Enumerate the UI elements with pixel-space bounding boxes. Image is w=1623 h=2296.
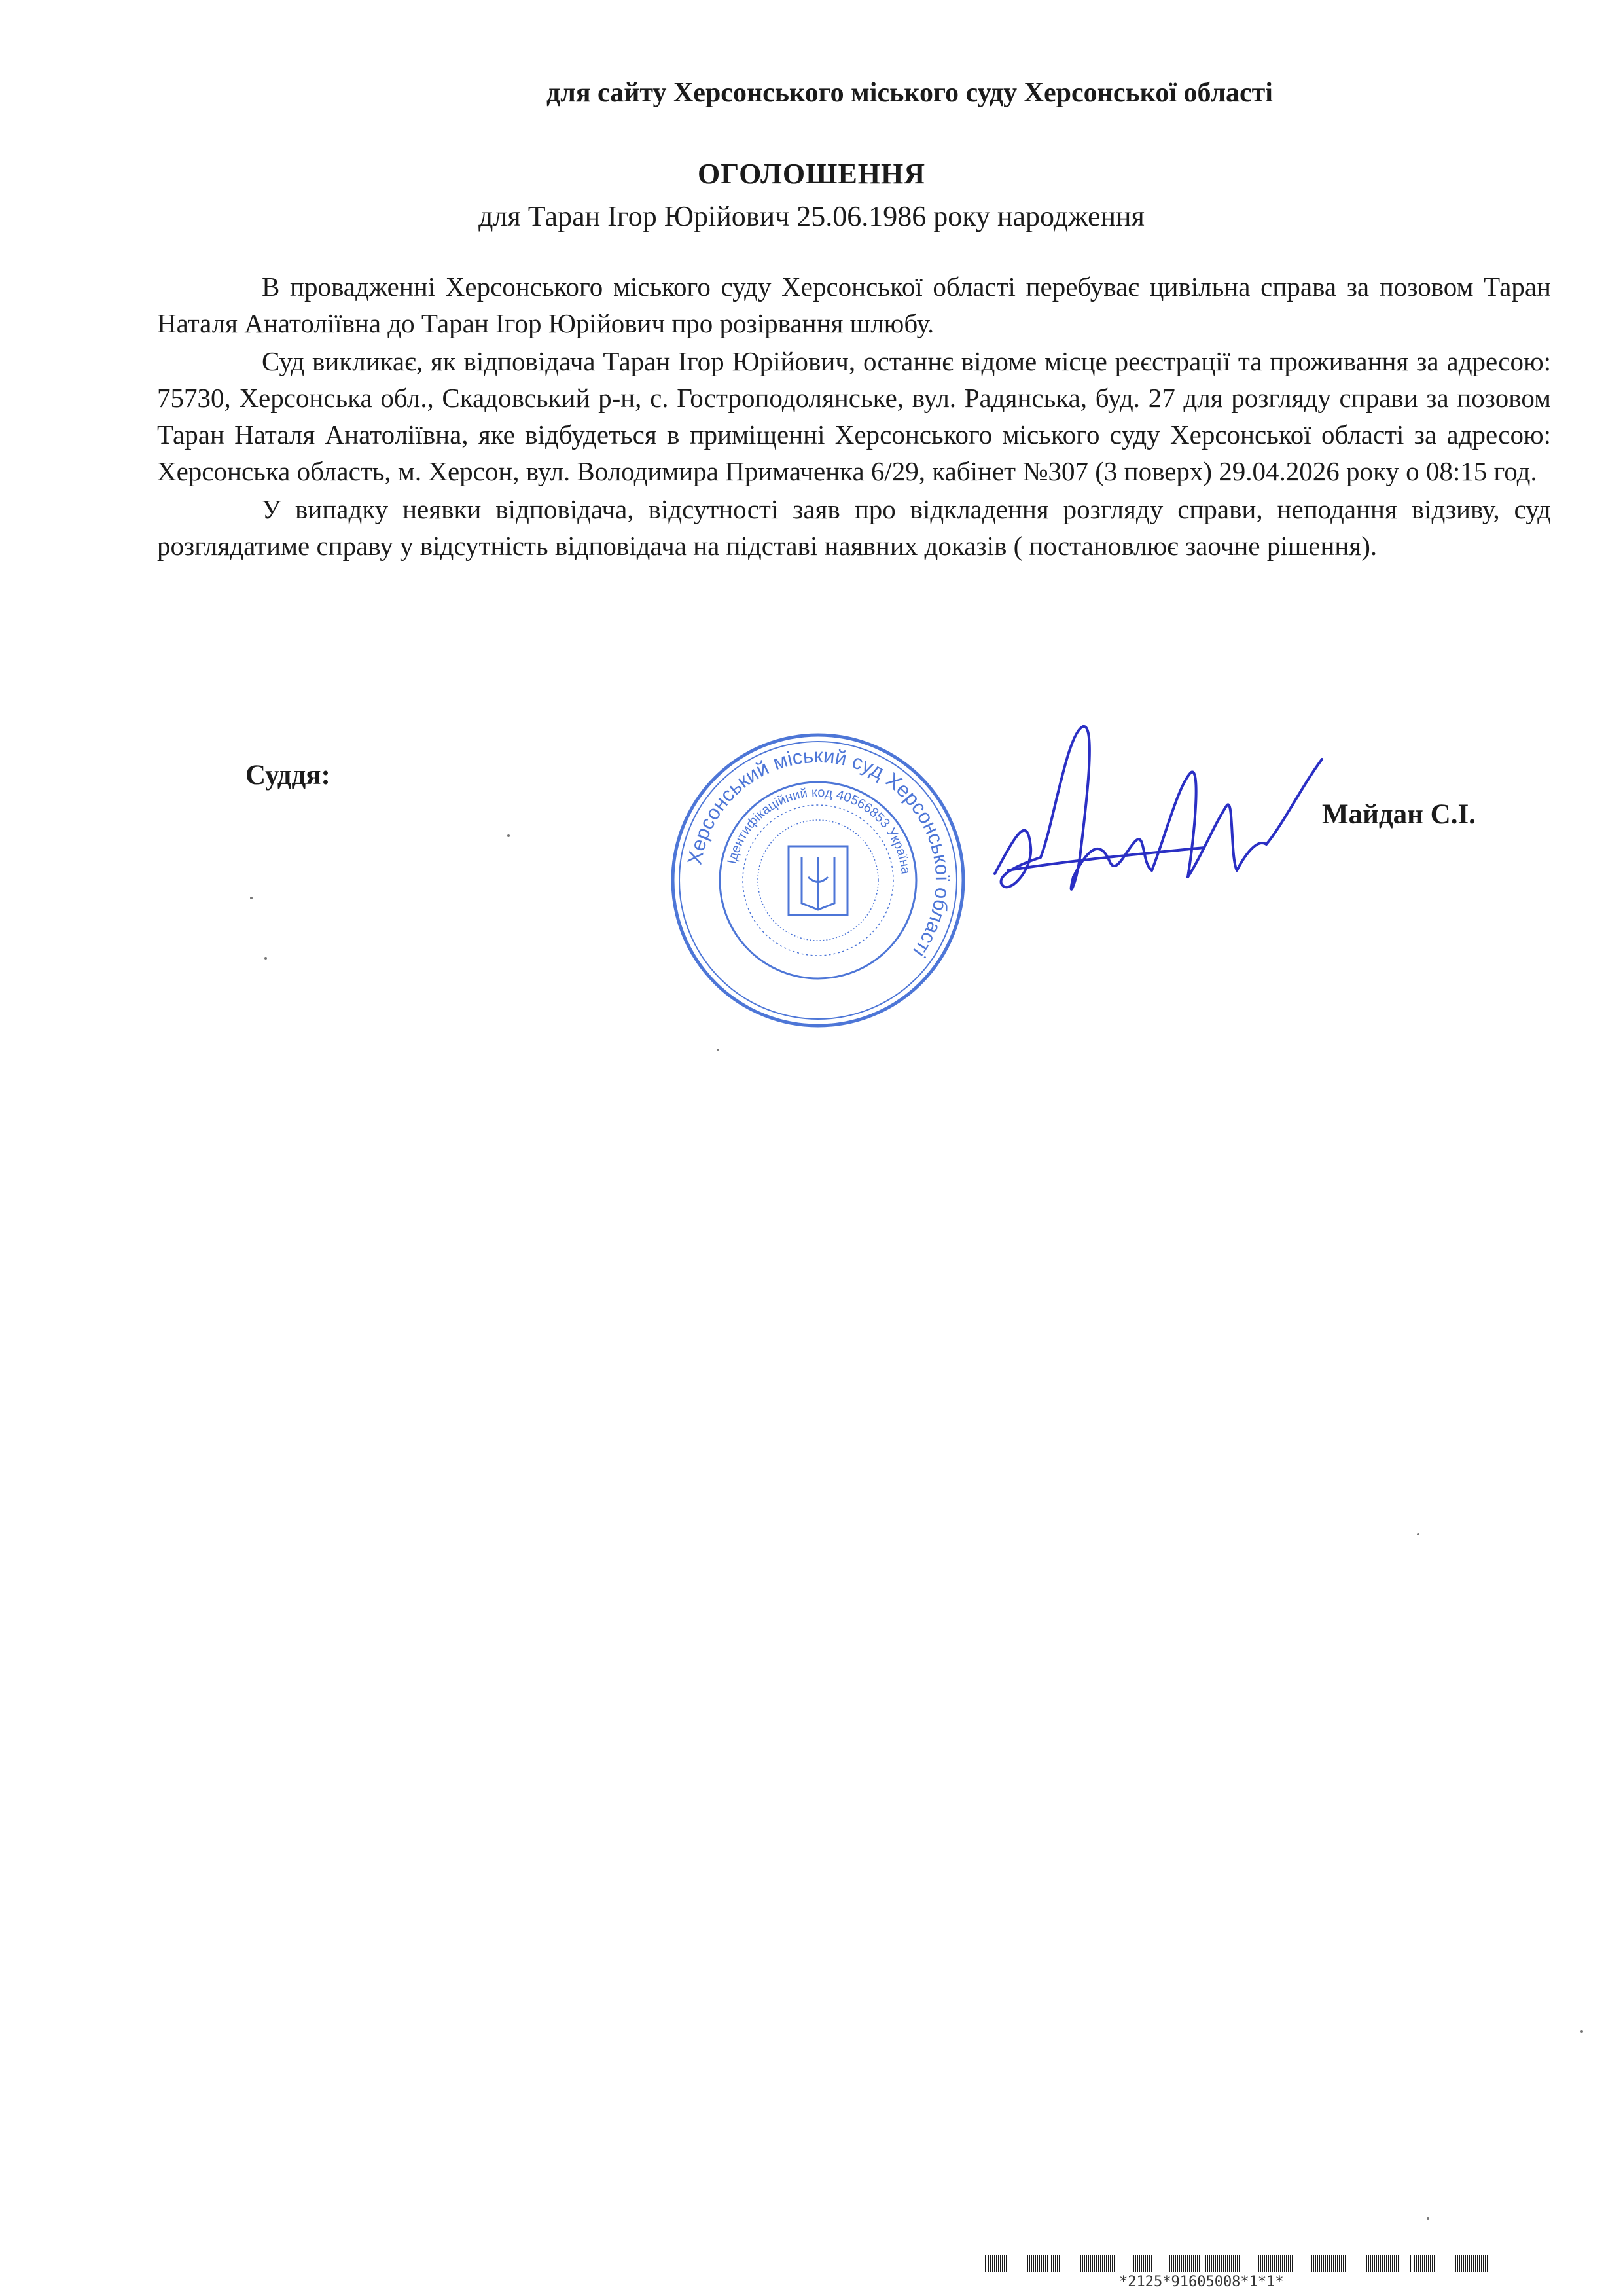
barcode-bar [1475, 2255, 1476, 2272]
announcement-body [157, 268, 1551, 565]
barcode-bar [1333, 2255, 1334, 2272]
barcode-bar [1195, 2255, 1196, 2272]
barcode-bar [1394, 2255, 1395, 2272]
barcode-bar [1035, 2255, 1036, 2272]
barcode-bar [1088, 2255, 1089, 2272]
barcode-bar [1086, 2255, 1087, 2272]
barcode-bar [1396, 2255, 1397, 2272]
barcode-bar [1084, 2255, 1085, 2272]
barcode-bar [1422, 2255, 1423, 2272]
barcode-bar [1368, 2255, 1369, 2272]
barcode-bar [1031, 2255, 1032, 2272]
barcode-bar [996, 2255, 997, 2272]
barcode-bar [1467, 2255, 1468, 2272]
barcode-bar [1335, 2255, 1336, 2272]
court-seal-stamp [668, 730, 969, 1031]
barcode-bar [1341, 2255, 1342, 2272]
barcode-bar [1169, 2255, 1170, 2272]
barcode-bar [1376, 2255, 1377, 2272]
barcode-bar [1473, 2255, 1474, 2272]
barcode-bar [1143, 2255, 1144, 2272]
svg-text:Ідентифікаційний код 40566853: Ідентифікаційний код 40566853 Україна [724, 785, 913, 875]
barcode-bar [1231, 2255, 1232, 2272]
barcode-bar [1043, 2255, 1044, 2272]
scan-speck [1580, 2030, 1583, 2033]
barcode-bar [1171, 2255, 1172, 2272]
barcode-bar [1386, 2255, 1387, 2272]
barcode-bar [1465, 2255, 1466, 2272]
barcode-bar [1027, 2255, 1028, 2272]
barcode-bar [990, 2255, 991, 2272]
barcode-bar [1029, 2255, 1030, 2272]
barcode-bar [1268, 2255, 1269, 2272]
barcode-bar [1055, 2255, 1056, 2272]
barcode-bar [1321, 2255, 1322, 2272]
barcode-bar [1382, 2255, 1383, 2272]
barcode-bar [1151, 2255, 1152, 2272]
barcode-bar [1033, 2255, 1034, 2272]
barcode-bar [1211, 2255, 1212, 2272]
scan-speck [1417, 1533, 1419, 1535]
barcode-bar [1282, 2255, 1283, 2272]
barcode-bar [1181, 2255, 1182, 2272]
barcode-bar [1284, 2255, 1285, 2272]
barcode-bar [1219, 2255, 1220, 2272]
paragraph-absence: У випадку неявки відповідача, відсутності заяв про відкладення розгляду справи, неподання відзиву, суд розглядатиме справу у відсутність відповідача на підставі наявних доказів ( постановлює заочне рішення). [157, 494, 1551, 561]
barcode-bar [1345, 2255, 1346, 2272]
barcode-bar [1139, 2255, 1140, 2272]
barcode-bar [1096, 2255, 1097, 2272]
barcode-bar [1237, 2255, 1238, 2272]
barcode-bar [1215, 2255, 1216, 2272]
barcode-bar [1239, 2255, 1240, 2272]
barcode-bar [1485, 2255, 1486, 2272]
barcode-bar [1175, 2255, 1176, 2272]
barcode-bar [1469, 2255, 1470, 2272]
barcode-bar [1133, 2255, 1134, 2272]
barcode-bar [1384, 2255, 1385, 2272]
barcode-bar [1104, 2255, 1105, 2272]
barcode-bar [1185, 2255, 1186, 2272]
barcode-bar [1179, 2255, 1180, 2272]
barcode-bar [1479, 2255, 1480, 2272]
barcode-bar [1487, 2255, 1488, 2272]
document-barcode [985, 2255, 1495, 2272]
scan-speck [264, 957, 267, 960]
barcode-bar [1392, 2255, 1393, 2272]
paragraph-case: В провадженні Херсонського міського суду Херсонської області перебуває цивільна справа за позовом Таран Наталя Анатоліївна до Таран Ігор Юрійович про розірвання шлюбу. [157, 272, 1551, 338]
barcode-bar [1183, 2255, 1184, 2272]
barcode-bar [1098, 2255, 1099, 2272]
barcode-bar [1145, 2255, 1146, 2272]
judge-signature [969, 707, 1335, 923]
barcode-bar [1177, 2255, 1178, 2272]
barcode-bar [1430, 2255, 1431, 2272]
document-header: для сайту Херсонського міського суду Херсонської області [546, 78, 1273, 108]
barcode-bar [1410, 2255, 1411, 2272]
barcode-bar [1108, 2255, 1109, 2272]
barcode-bar [1002, 2255, 1003, 2272]
barcode-bar [1331, 2255, 1332, 2272]
barcode-bar [1311, 2255, 1312, 2272]
barcode-bar [1223, 2255, 1224, 2272]
barcode-bar [1274, 2255, 1275, 2272]
barcode-bar [1006, 2255, 1007, 2272]
barcode-bar [1262, 2255, 1263, 2272]
barcode-bar [1149, 2255, 1150, 2272]
barcode-bar [1053, 2255, 1054, 2272]
barcode-bar [1370, 2255, 1371, 2272]
scan-speck [717, 1049, 719, 1051]
barcode-bar [1189, 2255, 1190, 2272]
barcode-bar [1135, 2255, 1136, 2272]
barcode-bar [1477, 2255, 1478, 2272]
barcode-bar [1457, 2255, 1458, 2272]
barcode-bar [1471, 2255, 1472, 2272]
barcode-bar [1317, 2255, 1318, 2272]
barcode-bar [1388, 2255, 1389, 2272]
barcode-bar [1319, 2255, 1320, 2272]
barcode-bar [1213, 2255, 1214, 2272]
barcode-bar [1459, 2255, 1460, 2272]
barcode-bar [1205, 2255, 1206, 2272]
document-title: ОГОЛОШЕННЯ [697, 158, 926, 190]
barcode-bar [1233, 2255, 1234, 2272]
barcode-bar [1380, 2255, 1381, 2272]
barcode-bar [1197, 2255, 1198, 2272]
barcode-bar [1094, 2255, 1095, 2272]
barcode-bar [1414, 2255, 1415, 2272]
barcode-bar [1463, 2255, 1464, 2272]
barcode-bar [1325, 2255, 1326, 2272]
barcode-bar [994, 2255, 995, 2272]
barcode-bar [1313, 2255, 1314, 2272]
scan-speck [250, 897, 253, 899]
barcode-bar [1266, 2255, 1267, 2272]
barcode-bar [1039, 2255, 1040, 2272]
barcode-bar [1339, 2255, 1340, 2272]
barcode-bar [1420, 2255, 1421, 2272]
barcode-bar [1047, 2255, 1048, 2272]
barcode-bar [1288, 2255, 1289, 2272]
barcode-bar [1209, 2255, 1210, 2272]
barcode-bar [1372, 2255, 1373, 2272]
judge-name: Майдан С.І. [1322, 799, 1476, 830]
barcode-bar [1290, 2255, 1291, 2272]
paragraph-summons: Суд викликає, як відповідача Таран Ігор Юрійович, останнє відоме місце реєстрації та проживання за адресою: 75730, Херсонська обл., Скадовський р-н, с. Гостроподолянське, вул. Радянська, буд. 27 для розгляду справи за позовом Таран Наталя Анатоліївна, яке відбудеться в приміщенні Херсонського міського суду Херсонської області за адресою: Херсонська область, м. Херсон, вул. Володимира Примаченка 6/29, кабінет №307 (3 поверх) 29.04.2026 року о 08:15 год. [157, 346, 1551, 486]
barcode-bar [1235, 2255, 1236, 2272]
barcode-bar [1041, 2255, 1042, 2272]
barcode-bar [1112, 2255, 1113, 2272]
barcode-bar [1147, 2255, 1148, 2272]
barcode-bar [1207, 2255, 1208, 2272]
barcode-bar [1225, 2255, 1226, 2272]
barcode-bar [1106, 2255, 1107, 2272]
barcode-bar [1327, 2255, 1328, 2272]
barcode-bar [1057, 2255, 1058, 2272]
barcode-bar [1199, 2255, 1200, 2272]
barcode-bar [1102, 2255, 1103, 2272]
barcode-bar [1315, 2255, 1316, 2272]
barcode-bar [1227, 2255, 1228, 2272]
barcode-bar [1434, 2255, 1435, 2272]
barcode-bar [1193, 2255, 1194, 2272]
barcode-bar [1483, 2255, 1484, 2272]
barcode-bar [1461, 2255, 1462, 2272]
barcode-bar [1217, 2255, 1218, 2272]
barcode-bar [1059, 2255, 1060, 2272]
barcode-bar [1323, 2255, 1324, 2272]
barcode-bar [1264, 2255, 1265, 2272]
barcode-bar [1292, 2255, 1293, 2272]
barcode-bar [1100, 2255, 1101, 2272]
barcode-bar [1080, 2255, 1081, 2272]
svg-text:Херсонський міський суд Херсон: Херсонський міський суд Херсонської області [683, 744, 955, 962]
barcode-bar [1455, 2255, 1456, 2272]
barcode-bar [1229, 2255, 1230, 2272]
barcode-bar [1424, 2255, 1425, 2272]
barcode-bar [1090, 2255, 1091, 2272]
barcode-bar [1000, 2255, 1001, 2272]
barcode-bar [1374, 2255, 1375, 2272]
barcode-bar [1173, 2255, 1174, 2272]
barcode-bar [1286, 2255, 1287, 2272]
barcode-bar [1051, 2255, 1052, 2272]
barcode-bar [1221, 2255, 1222, 2272]
barcode-bar [1137, 2255, 1138, 2272]
barcode-bar [988, 2255, 989, 2272]
barcode-bar [1110, 2255, 1111, 2272]
document-subtitle: для Таран Ігор Юрійович 25.06.1986 року народження [478, 200, 1145, 232]
barcode-bar [1398, 2255, 1399, 2272]
barcode-bar [1258, 2255, 1259, 2272]
judge-label: Суддя: [245, 760, 330, 791]
barcode-bar [1270, 2255, 1271, 2272]
barcode-bar [1337, 2255, 1338, 2272]
barcode-bar [1004, 2255, 1005, 2272]
barcode-bar [1045, 2255, 1046, 2272]
barcode-bar [1278, 2255, 1279, 2272]
barcode-bar [1114, 2255, 1115, 2272]
barcode-bar [1329, 2255, 1330, 2272]
barcode-bar [1432, 2255, 1433, 2272]
barcode-bar [1141, 2255, 1142, 2272]
barcode-bar [1260, 2255, 1261, 2272]
barcode-bar [1378, 2255, 1379, 2272]
barcode-bar [1082, 2255, 1083, 2272]
barcode-number: *2125*91605008*1*1* [1119, 2274, 1284, 2290]
barcode-bar [998, 2255, 999, 2272]
barcode-bar [1191, 2255, 1192, 2272]
scan-speck [507, 834, 510, 837]
barcode-bar [1092, 2255, 1093, 2272]
barcode-bar [1390, 2255, 1391, 2272]
barcode-bar [992, 2255, 993, 2272]
barcode-bar [1481, 2255, 1482, 2272]
scan-speck [1427, 2217, 1429, 2220]
barcode-bar [1037, 2255, 1038, 2272]
barcode-bar [1426, 2255, 1427, 2272]
barcode-bar [1416, 2255, 1417, 2272]
barcode-bar [985, 2255, 986, 2272]
barcode-bar [1366, 2255, 1367, 2272]
barcode-bar [1272, 2255, 1273, 2272]
barcode-bar [1343, 2255, 1344, 2272]
barcode-bar [1418, 2255, 1419, 2272]
barcode-bar [1428, 2255, 1429, 2272]
barcode-bar [1276, 2255, 1277, 2272]
barcode-bar [1187, 2255, 1188, 2272]
barcode-bar [1280, 2255, 1281, 2272]
